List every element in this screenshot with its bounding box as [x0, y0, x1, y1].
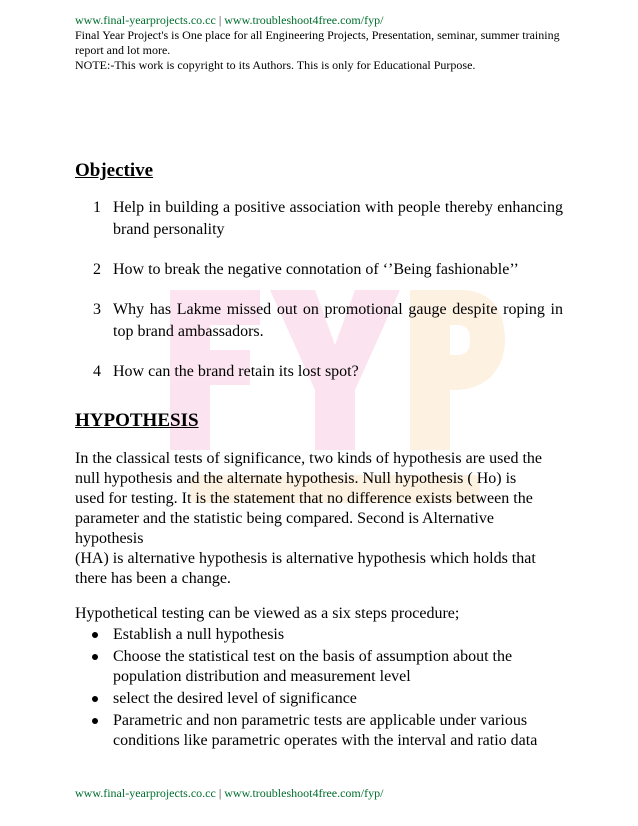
objective-item-text: Help in building a positive association with people thereby enhancing brand personality — [113, 199, 563, 238]
paragraph-line: used for testing. It is the statement that no difference exists between the — [75, 490, 533, 507]
paragraph-line: null hypothesis and the alternate hypothesis. Null hypothesis ( Ho) is — [75, 470, 517, 487]
footer-separator: | — [215, 786, 225, 800]
bullet-text: Establish a null hypothesis — [113, 626, 285, 643]
paragraph-line: parameter and the statistic being compared. Second is Alternative — [75, 510, 494, 527]
paragraph-line: hypothesis — [75, 530, 144, 547]
paragraph-line: there has been a change. — [75, 570, 231, 587]
header-note: NOTE:-This work is copyright to its Authors. This is only for Educational Purpose. — [75, 58, 476, 72]
paragraph-line: (HA) is alternative hypothesis is alternative hypothesis which holds that — [75, 550, 536, 567]
objective-item — [75, 361, 563, 383]
footer-link-final-yearprojects[interactable]: www.final-yearprojects.co.cc — [75, 786, 216, 800]
objective-item-text: Why has Lakme missed out on promotional gauge despite roping in top brand ambassadors. — [113, 301, 563, 340]
objective-item-number: 3 — [93, 301, 101, 318]
objective-item-number: 1 — [93, 199, 101, 216]
bullet-text: Parametric and non parametric tests are applicable under various conditions like parametric operates with the interval and ratio data — [113, 712, 538, 749]
objective-item-text: How to break the negative connotation of ‘’Being fashionable’’ — [113, 261, 519, 278]
bullet-item — [75, 625, 565, 645]
header-description: Final Year Project's is One place for all Engineering Projects, Presentation, seminar, summer training report and lot more. — [75, 28, 560, 57]
header-separator: | — [215, 13, 225, 27]
bullet-icon — [92, 718, 98, 724]
paragraph-line: In the classical tests of significance, two kinds of hypothesis are used the — [75, 450, 542, 467]
bullet-item — [75, 711, 565, 751]
objective-item — [75, 259, 563, 281]
bullet-icon — [92, 696, 98, 702]
objective-item-text: How can the brand retain its lost spot? — [113, 363, 359, 380]
objective-item — [75, 299, 563, 343]
hypothesis-heading: HYPOTHESIS — [75, 410, 199, 431]
bullet-icon — [92, 632, 98, 638]
header-link-final-yearprojects[interactable]: www.final-yearprojects.co.cc — [75, 13, 216, 27]
objective-item-number: 2 — [93, 261, 101, 278]
page-header — [75, 13, 575, 73]
page-footer — [75, 786, 383, 801]
footer-link-troubleshoot4free[interactable]: www.troubleshoot4free.com/fyp/ — [224, 786, 384, 800]
header-link-troubleshoot4free[interactable]: www.troubleshoot4free.com/fyp/ — [224, 13, 384, 27]
procedure-bullet-list — [75, 625, 565, 753]
bullet-text: select the desired level of significance — [113, 690, 357, 707]
procedure-intro: Hypothetical testing can be viewed as a six steps procedure; — [75, 605, 460, 622]
hypothesis-paragraph — [75, 449, 565, 589]
bullet-item — [75, 689, 565, 709]
bullet-item — [75, 647, 565, 687]
bullet-text: Choose the statistical test on the basis of assumption about the population distribution and measurement level — [113, 648, 513, 685]
objective-item — [75, 197, 563, 241]
objective-item-number: 4 — [93, 363, 101, 380]
bullet-icon — [92, 654, 98, 660]
objective-heading: Objective — [75, 160, 154, 181]
objective-list — [75, 197, 563, 401]
